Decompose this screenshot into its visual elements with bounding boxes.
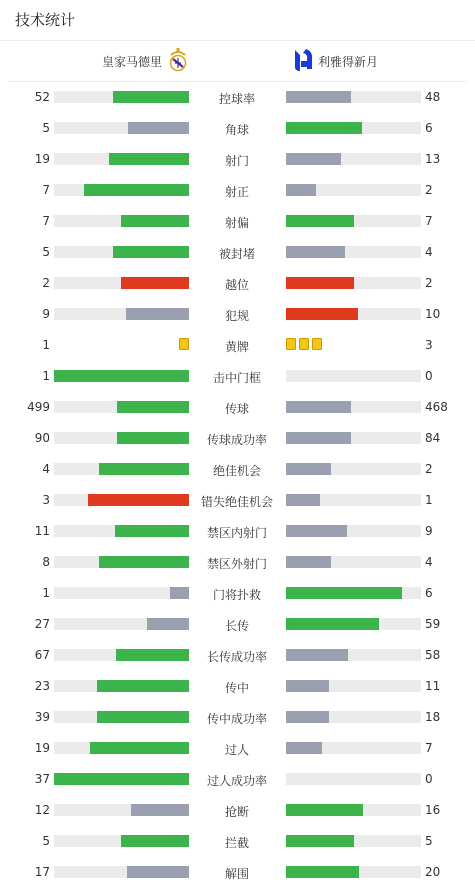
away-stat-bar-fill — [286, 184, 316, 196]
page-title: 技术统计 — [15, 11, 76, 29]
away-stat-bar-track — [286, 680, 421, 692]
home-stat-bar-fill — [121, 215, 189, 227]
away-stat-value: 11 — [425, 679, 441, 693]
home-stat-bar-track — [54, 122, 189, 134]
away-stat-bar-fill — [286, 525, 347, 537]
away-stat-bar-fill — [286, 308, 358, 320]
away-stat-bar-track — [286, 184, 421, 196]
home-stat-bar-fill — [84, 184, 189, 196]
stat-label: 射偏 — [224, 216, 249, 230]
away-stat-value: 6 — [425, 586, 433, 600]
stat-label: 抢断 — [224, 805, 249, 819]
stat-row — [0, 81, 475, 112]
stat-row — [0, 174, 475, 205]
away-stat-bar-fill — [286, 711, 329, 723]
home-stat-bar-fill — [147, 618, 189, 630]
home-stat-bar-fill — [113, 246, 189, 258]
away-stat-value: 4 — [425, 245, 433, 259]
away-stat-value: 3 — [425, 338, 433, 352]
away-stat-bar-track — [286, 153, 421, 165]
away-stat-value: 20 — [425, 865, 441, 879]
home-stat-value: 23 — [34, 679, 50, 693]
home-stat-bar-fill — [117, 401, 189, 413]
al-hilal-crest-icon — [291, 47, 315, 73]
stat-row — [0, 205, 475, 236]
stat-row — [0, 298, 475, 329]
away-stat-value: 16 — [425, 803, 441, 817]
stat-row — [0, 453, 475, 484]
stat-label: 传中成功率 — [206, 712, 267, 726]
stat-label: 越位 — [224, 278, 249, 292]
stat-row — [0, 360, 475, 391]
stat-label: 射门 — [224, 154, 249, 168]
home-stat-value: 4 — [42, 462, 50, 476]
away-stat-bar-track — [286, 91, 421, 103]
home-stat-bar-track — [54, 556, 189, 568]
away-stat-bar-fill — [286, 494, 320, 506]
away-stat-value: 2 — [425, 183, 433, 197]
stat-label: 控球率 — [218, 92, 255, 106]
away-stat-bar-fill — [286, 804, 363, 816]
home-stat-bar-track — [54, 308, 189, 320]
away-team-name: 利雅得新月 — [318, 55, 379, 69]
home-stat-bar-fill — [97, 711, 189, 723]
away-stat-bar-track — [286, 866, 421, 878]
home-stat-bar-track — [54, 494, 189, 506]
away-stat-value: 10 — [425, 307, 441, 321]
home-stat-bar-fill — [126, 308, 189, 320]
home-stat-value: 5 — [42, 834, 50, 848]
away-stat-bar-track — [286, 556, 421, 568]
home-stat-bar-track — [54, 680, 189, 692]
away-stat-bar-track — [286, 587, 421, 599]
away-stat-bar-track — [286, 618, 421, 630]
away-stat-bar-track — [286, 525, 421, 537]
home-stat-value: 19 — [34, 741, 50, 755]
away-stat-bar-track — [286, 804, 421, 816]
away-stat-value: 0 — [425, 772, 433, 786]
yellow-card-icon — [286, 338, 296, 350]
stat-row — [0, 391, 475, 422]
stat-row — [0, 825, 475, 856]
away-stat-bar-fill — [286, 91, 351, 103]
home-stat-value: 5 — [42, 121, 50, 135]
stat-row — [0, 639, 475, 670]
away-stat-value: 2 — [425, 462, 433, 476]
home-stat-bar-fill — [115, 525, 189, 537]
away-stat-bar-fill — [286, 215, 354, 227]
stat-label: 绝佳机会 — [212, 464, 261, 478]
home-stat-value: 9 — [42, 307, 50, 321]
away-stat-value: 13 — [425, 152, 441, 166]
stat-row — [0, 794, 475, 825]
away-stat-bar-track — [286, 432, 421, 444]
home-stat-value: 1 — [42, 338, 50, 352]
stat-row — [0, 856, 475, 887]
away-stat-bar-fill — [286, 680, 329, 692]
teams-header — [8, 41, 467, 82]
stat-row — [0, 546, 475, 577]
home-stat-bar-track — [54, 649, 189, 661]
home-stat-value: 19 — [34, 152, 50, 166]
stat-label: 门将扑救 — [212, 588, 261, 602]
stat-label: 传球 — [224, 402, 249, 416]
home-stat-bar-track — [54, 153, 189, 165]
home-stat-bar-fill — [121, 277, 189, 289]
stat-label: 长传 — [224, 619, 249, 633]
stat-row — [0, 701, 475, 732]
home-stat-bar-fill — [117, 432, 189, 444]
home-stat-value: 8 — [42, 555, 50, 569]
away-stat-bar-fill — [286, 122, 362, 134]
stat-label: 禁区内射门 — [206, 526, 267, 540]
away-stat-value: 468 — [425, 400, 448, 414]
stat-label: 击中门框 — [212, 371, 261, 385]
home-team-name: 皇家马德里 — [101, 55, 162, 69]
home-stat-bar-track — [54, 835, 189, 847]
home-stat-bar-fill — [99, 556, 189, 568]
home-stat-bar-track — [54, 463, 189, 475]
home-yellow-cards — [179, 338, 189, 351]
home-stat-bar-track — [54, 370, 189, 382]
away-stat-value: 2 — [425, 276, 433, 290]
stat-label: 错失绝佳机会 — [200, 495, 273, 509]
away-stat-bar-track — [286, 742, 421, 754]
home-stat-value: 3 — [42, 493, 50, 507]
home-stat-bar-fill — [54, 370, 189, 382]
home-stat-value: 2 — [42, 276, 50, 290]
stat-row — [0, 422, 475, 453]
home-stat-value: 5 — [42, 245, 50, 259]
home-stat-bar-fill — [99, 463, 189, 475]
away-stat-bar-track — [286, 649, 421, 661]
home-stat-bar-fill — [90, 742, 189, 754]
stat-row — [0, 484, 475, 515]
home-stat-bar-fill — [113, 91, 189, 103]
stat-label: 传球成功率 — [206, 433, 267, 447]
away-yellow-cards — [286, 338, 322, 351]
stats-list — [0, 81, 475, 887]
away-stat-bar-fill — [286, 556, 331, 568]
home-stat-bar-track — [54, 711, 189, 723]
home-stat-value: 37 — [34, 772, 50, 786]
away-stat-bar-fill — [286, 618, 379, 630]
stat-row — [0, 608, 475, 639]
home-stat-bar-fill — [116, 649, 189, 661]
home-stat-bar-track — [54, 804, 189, 816]
away-stat-value: 84 — [425, 431, 441, 445]
away-stat-bar-track — [286, 215, 421, 227]
home-stat-bar-track — [54, 618, 189, 630]
away-stat-bar-track — [286, 308, 421, 320]
home-stat-bar-fill — [131, 804, 189, 816]
home-stat-value: 7 — [42, 214, 50, 228]
away-stat-bar-track — [286, 246, 421, 258]
stat-row — [0, 515, 475, 546]
away-stat-bar-track — [286, 494, 421, 506]
home-stat-bar-fill — [170, 587, 189, 599]
home-stat-bar-track — [54, 587, 189, 599]
away-stat-value: 5 — [425, 834, 433, 848]
away-stat-bar-track — [286, 122, 421, 134]
away-stat-value: 18 — [425, 710, 441, 724]
away-stat-bar-fill — [286, 463, 331, 475]
home-stat-bar-track — [54, 525, 189, 537]
home-stat-value: 11 — [34, 524, 50, 538]
home-stat-bar-track — [54, 91, 189, 103]
stat-label: 被封堵 — [218, 247, 255, 261]
home-stat-bar-track — [54, 742, 189, 754]
home-stat-bar-track — [54, 246, 189, 258]
stat-row — [0, 329, 475, 360]
home-stat-value: 52 — [34, 90, 50, 104]
stat-label: 射正 — [224, 185, 249, 199]
stat-label: 传中 — [224, 681, 249, 695]
away-stat-bar-fill — [286, 742, 322, 754]
home-stat-value: 1 — [42, 586, 50, 600]
away-stat-bar-fill — [286, 432, 351, 444]
stat-label: 犯规 — [224, 309, 249, 323]
away-stat-bar-fill — [286, 246, 345, 258]
away-stat-bar-track — [286, 401, 421, 413]
away-stat-bar-fill — [286, 153, 341, 165]
away-stat-bar-track — [286, 773, 421, 785]
home-stat-bar-fill — [121, 835, 189, 847]
stat-row — [0, 732, 475, 763]
home-stat-bar-fill — [88, 494, 189, 506]
away-stat-value: 1 — [425, 493, 433, 507]
home-stat-bar-track — [54, 277, 189, 289]
home-stat-value: 499 — [27, 400, 50, 414]
stat-row — [0, 763, 475, 794]
away-stat-value: 4 — [425, 555, 433, 569]
title-bar — [0, 0, 475, 41]
stat-label: 长传成功率 — [206, 650, 267, 664]
home-stat-bar-track — [54, 773, 189, 785]
stat-row — [0, 670, 475, 701]
away-stat-bar-fill — [286, 401, 351, 413]
stat-label: 黄牌 — [224, 340, 249, 354]
home-stat-bar-fill — [54, 773, 189, 785]
home-stat-value: 7 — [42, 183, 50, 197]
away-stat-bar-track — [286, 463, 421, 475]
home-stat-value: 17 — [34, 865, 50, 879]
home-stat-bar-fill — [127, 866, 189, 878]
home-stat-value: 39 — [34, 710, 50, 724]
yellow-card-icon — [179, 338, 189, 350]
stat-row — [0, 267, 475, 298]
away-stat-bar-track — [286, 835, 421, 847]
home-stat-bar-track — [54, 432, 189, 444]
away-stat-value: 0 — [425, 369, 433, 383]
away-stat-value: 59 — [425, 617, 441, 631]
stat-row — [0, 577, 475, 608]
away-stat-bar-track — [286, 277, 421, 289]
stat-row — [0, 236, 475, 267]
real-madrid-crest-icon — [166, 47, 190, 73]
stat-label: 过人 — [224, 743, 249, 757]
stat-label: 过人成功率 — [206, 774, 267, 788]
stat-label: 角球 — [224, 123, 249, 137]
home-stat-bar-track — [54, 215, 189, 227]
away-stat-bar-track — [286, 711, 421, 723]
away-stat-bar-fill — [286, 835, 354, 847]
home-stat-bar-fill — [97, 680, 189, 692]
away-stat-value: 48 — [425, 90, 441, 104]
yellow-card-icon — [299, 338, 309, 350]
home-stat-bar-fill — [109, 153, 189, 165]
yellow-card-icon — [312, 338, 322, 350]
home-stat-value: 67 — [34, 648, 50, 662]
home-stat-value: 1 — [42, 369, 50, 383]
home-stat-bar-fill — [128, 122, 189, 134]
home-stat-bar-track — [54, 866, 189, 878]
stat-row — [0, 143, 475, 174]
home-stat-value: 27 — [34, 617, 50, 631]
away-stat-value: 6 — [425, 121, 433, 135]
away-stat-value: 7 — [425, 214, 433, 228]
away-stat-bar-track — [286, 370, 421, 382]
away-stat-bar-fill — [286, 866, 359, 878]
away-stat-bar-fill — [286, 649, 348, 661]
away-stat-value: 58 — [425, 648, 441, 662]
stat-label: 解围 — [224, 867, 249, 881]
stat-label: 禁区外射门 — [206, 557, 267, 571]
stat-row — [0, 112, 475, 143]
away-stat-value: 7 — [425, 741, 433, 755]
away-stat-bar-fill — [286, 587, 402, 599]
home-stat-value: 90 — [34, 431, 50, 445]
stat-label: 拦截 — [224, 836, 249, 850]
home-stat-value: 12 — [34, 803, 50, 817]
away-stat-bar-fill — [286, 277, 354, 289]
home-stat-bar-track — [54, 184, 189, 196]
away-stat-value: 9 — [425, 524, 433, 538]
home-stat-bar-track — [54, 401, 189, 413]
